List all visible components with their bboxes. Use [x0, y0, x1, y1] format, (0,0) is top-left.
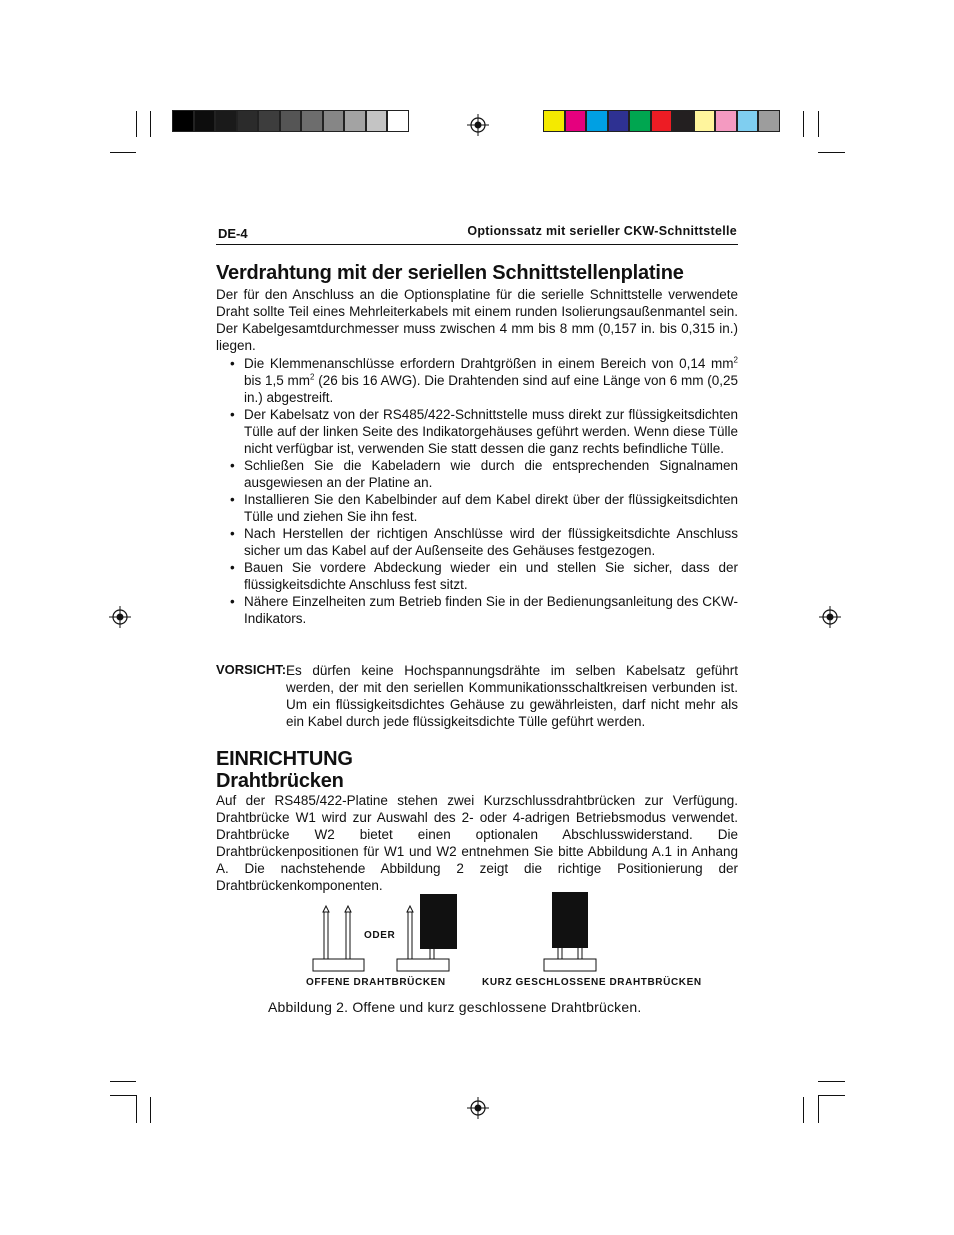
color-swatch [651, 110, 673, 132]
gray-calibration-bar [172, 110, 409, 132]
jumper-diagram [300, 888, 720, 974]
jumper-text: Auf der RS485/422-Platine stehen zwei Kurzschlussdrahtbrücken zur Verfügung. Drahtbrücke W1 wird zur Auswahl des 2- oder 4-adrigen Betriebsmodus verwendet. Drahtbrücke W2 bietet einen optionalen Abschlusswiderstand. Die Drahtbrückenpositionen für W1 und W2 entnehmen Sie bitte Abbildung A.1 in Anhang A. Die nachstehende Abbildung 2 zeigt die richtige Positionierung der Drahtbrückenkomponenten. [216, 793, 738, 893]
running-title: Optionssatz mit serieller CKW-Schnittstelle [467, 224, 737, 238]
open-jumper-parked-shunt [397, 894, 457, 971]
crop-mark [150, 111, 151, 137]
color-calibration-bar [543, 110, 780, 132]
color-swatch [543, 110, 565, 132]
header-rule [216, 244, 738, 245]
crop-mark [803, 111, 804, 137]
bullet-text: Die Klemmenanschlüsse erfordern Drahtgrößen in einem Bereich von 0,14 mm [244, 356, 734, 371]
color-swatch [215, 110, 237, 132]
crop-mark [818, 1095, 819, 1123]
registration-mark-icon [467, 114, 489, 136]
color-swatch [565, 110, 587, 132]
crop-mark [136, 1095, 137, 1123]
list-item: • Nähere Einzelheiten zum Betrieb finden Sie in der Bedienungsanleitung des CKW-Indikators. [230, 593, 738, 627]
color-swatch [629, 110, 651, 132]
color-swatch [280, 110, 302, 132]
intro-paragraph [216, 286, 738, 354]
color-swatch [194, 110, 216, 132]
jumper-paragraph [216, 792, 738, 894]
color-swatch [344, 110, 366, 132]
registration-mark-icon [819, 606, 841, 628]
closed-jumper [544, 892, 596, 971]
list-item: • Bauen Sie vordere Abdeckung wieder ein und stellen Sie sicher, dass der flüssigkeitsdichte Anschluss fest sitzt. [230, 559, 738, 593]
color-swatch [694, 110, 716, 132]
section-subtitle: Drahtbrücken [216, 770, 344, 792]
color-swatch [237, 110, 259, 132]
crop-mark [818, 111, 819, 137]
crop-mark [110, 1081, 136, 1082]
color-swatch [387, 110, 409, 132]
open-jumper-pins [313, 906, 364, 971]
bullet-text: (26 bis 16 AWG). Die Drahtenden sind auf eine Länge von 6 mm (0,25 in.) abgestreift. [244, 373, 738, 405]
color-swatch [301, 110, 323, 132]
crop-mark [110, 1095, 136, 1096]
crop-mark [818, 1081, 845, 1082]
section-title: EINRICHTUNG [216, 748, 353, 770]
figure-caption: Abbildung 2. Offene und kurz geschlossene Drahtbrücken. [268, 999, 642, 1015]
closed-jumpers-label: KURZ GESCHLOSSENE DRAHTBRÜCKEN [482, 977, 702, 988]
list-item: • Nach Herstellen der richtigen Anschlüsse wird der flüssigkeitsdichte Anschluss sicher um das Kabel auf der Außenseite des Gehäuses festgezogen. [230, 525, 738, 559]
color-swatch [586, 110, 608, 132]
color-swatch [608, 110, 630, 132]
oder-label: ODER [364, 930, 396, 941]
color-swatch [737, 110, 759, 132]
color-swatch [323, 110, 345, 132]
registration-mark-icon [109, 606, 131, 628]
bullet-list [230, 355, 738, 627]
crop-mark [150, 1097, 151, 1123]
intro-text: Der für den Anschluss an die Optionsplatine für die serielle Schnittstelle verwendete Draht sollte Teil eines Mehrleiterkabels mit einem runden Isolierungsaußenmantel sein. Der Kabelgesamtdurchmesser muss zwischen 4 mm bis 8 mm (0,157 in. bis 0,315 in.) liegen. [216, 287, 738, 353]
color-swatch [258, 110, 280, 132]
superscript: 2 [310, 372, 315, 382]
list-item: • Installieren Sie den Kabelbinder auf dem Kabel direkt über der flüssigkeitsdichten Tülle und ziehen Sie ihn fest. [230, 491, 738, 525]
bullet-text: bis 1,5 mm [244, 373, 311, 388]
list-item: • Schließen Sie die Kabeladern wie durch die entsprechenden Signalnamen ausgewiesen an der Platine an. [230, 457, 738, 491]
crop-mark [110, 152, 136, 153]
color-swatch [715, 110, 737, 132]
color-swatch [172, 110, 194, 132]
caution-label: VORSICHT: [216, 662, 287, 677]
superscript: 2 [733, 355, 738, 365]
crop-mark [136, 111, 137, 137]
caution-text: Es dürfen keine Hochspannungsdrähte im selben Kabelsatz geführt werden, der mit den seriellen Kommunikationsschaltkreisen verbunden ist. Um ein flüssigkeitsdichtes Gehäuse zu gewährleisten, darf nicht mehr als ein Kabel durch jede flüssigkeitsdichte Tülle geführt werden. [286, 663, 738, 729]
crop-mark [818, 152, 845, 153]
list-item: • Der Kabelsatz von der RS485/422-Schnittstelle muss direkt zur flüssigkeitsdichten Tülle auf der linken Seite des Indikatorgehäuses geführt werden. Wenn diese Tülle nicht verfügbar ist, verwenden Sie statt dessen die ganz rechts befindliche Tülle. [230, 406, 738, 457]
section-title: Verdrahtung mit der seriellen Schnittstellenplatine [216, 262, 684, 284]
page-number: DE-4 [218, 226, 248, 241]
list-item [230, 355, 738, 406]
registration-mark-icon [467, 1097, 489, 1119]
color-swatch [758, 110, 780, 132]
color-swatch [672, 110, 694, 132]
color-swatch [366, 110, 388, 132]
open-jumpers-label: OFFENE DRAHTBRÜCKEN [306, 977, 446, 988]
crop-mark [803, 1097, 804, 1123]
crop-mark [818, 1095, 845, 1096]
